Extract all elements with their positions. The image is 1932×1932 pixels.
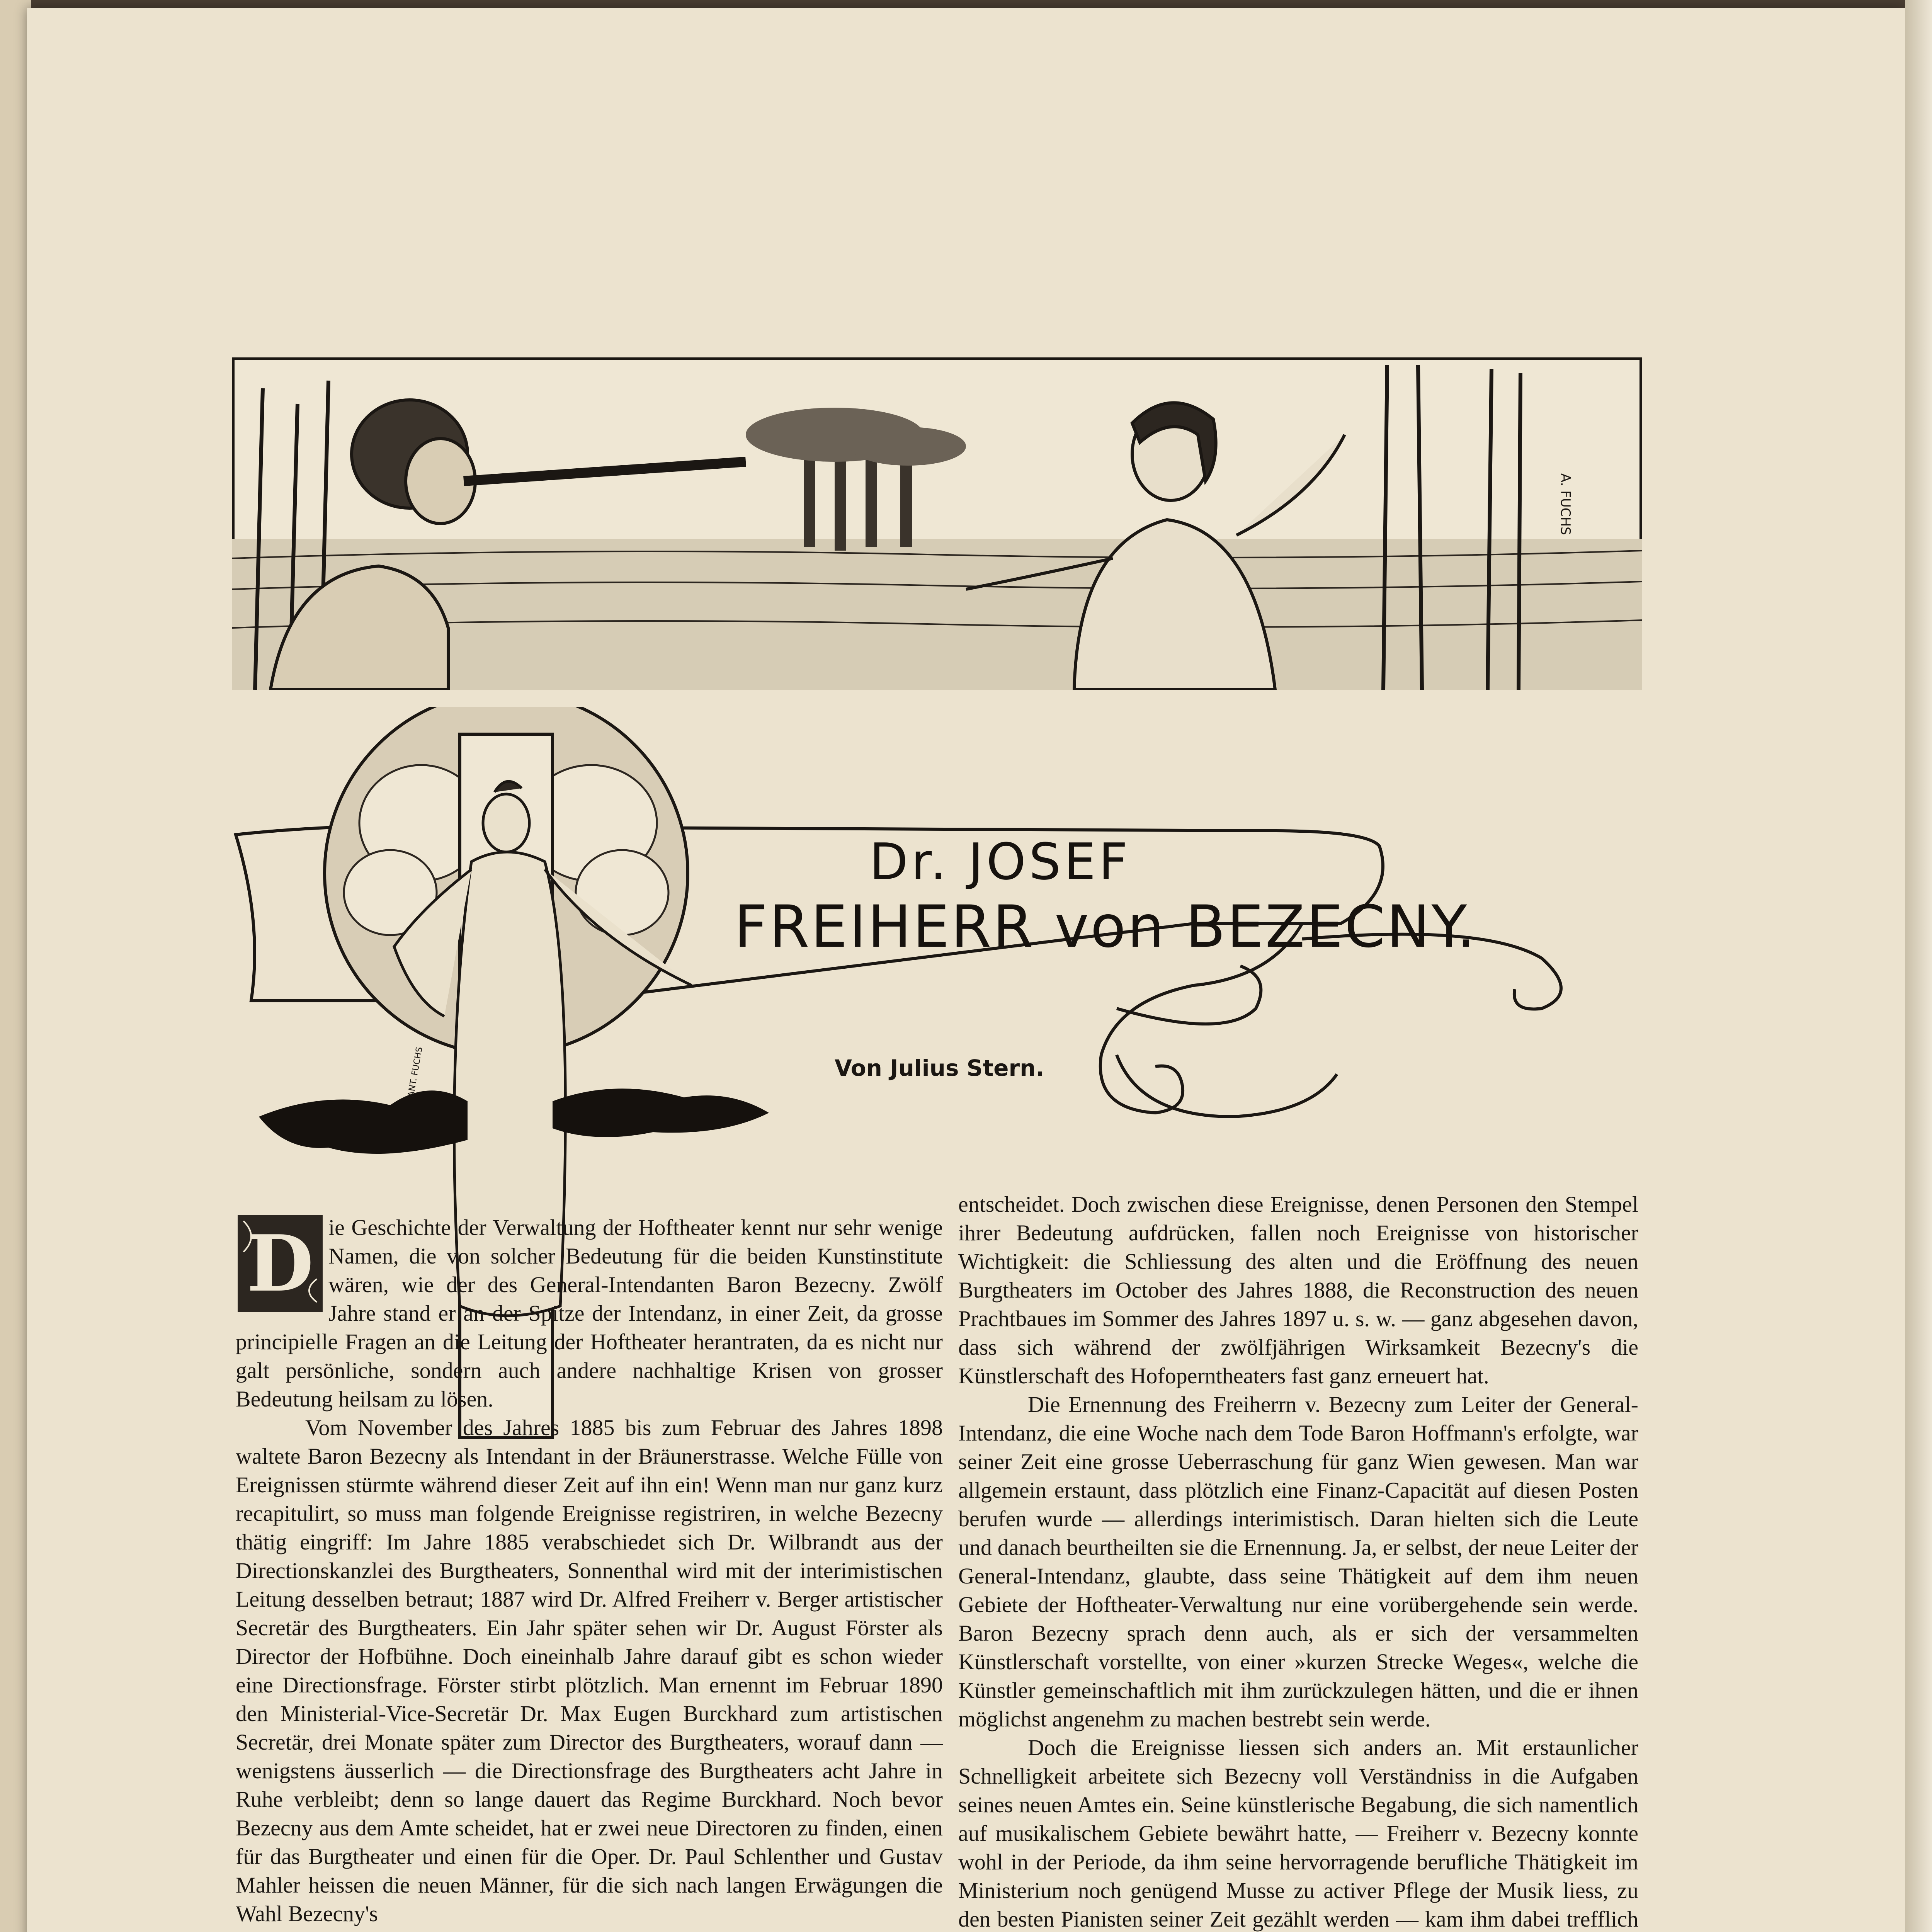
title-line-2: FREIHERR von BEZECNY. (734, 893, 1477, 961)
paragraph-left-1: ie Geschichte der Verwaltung der Hoftheater kennt nur sehr wenige Namen, die von solcher Bedeutung für die beiden Kunstinstitute wären, wie der des General-Intendanten Baron Bezecny. Zwölf Jahre stand er an der Spitze der Intendanz, in einer Zeit, da grosse principielle Fragen an die Leitung der Hoftheater herantraten, da es nicht nur galt persönliche, sondern auch andere nachhaltige Krisen von grosser Bedeutung heilsam zu lösen. (236, 1215, 943, 1412)
byline: Von Julius Stern. (835, 1055, 1044, 1081)
dropcap-letter: D (247, 1218, 314, 1309)
paragraph-right-2: Die Ernennung des Freiherrn v. Bezecny zum Leiter der General-Intendanz, die eine Woche nach dem Tode Baron Hoffmann's erfolgte, war seiner Zeit eine grosse Ueberraschung für ganz Wien gewesen. Man war allgemein erstaunt, dass plötzlich eine Finanz-Capacität auf diesen Posten berufen wurde — allerdings interimistisch. Daran hielten sich die Leute und danach beurtheilten sie die Ernennung. Ja, er selbst, der neue Leiter der General-Intendanz, glaubte, dass seine Thätigkeit auf dem ihm neuen Gebiete der Hoftheater-Verwaltung nur eine vorübergehende sein werde. Baron Bezecny sprach denn auch, als er sich der versammelten Künstlerschaft vorstellte, von einer »kurzen Strecke Weges«, welche die Künstler gemeinschaftlich mit ihm zurückzulegen hätten, und die er ihnen möglichst angenehm zu machen bestrebt sein werde. (958, 1392, 1638, 1731)
paragraph-right-3: Doch die Ereignisse liessen sich anders an. Mit erstaunlicher Schnelligkeit arbeitete sich Bezecny voll Verständniss in die Aufgaben seines neuen Amtes ein. Seine künstlerische Begabung, die sich namentlich auf musikalischem Gebiete bewährt hatte, — Freiherr v. Bezecny konnte wohl in der Periode, da ihm seine hervorragende berufliche Thätigkeit im Ministerium noch genügend Musse zu activer Pflege der Musik liess, zu den besten Pianisten seiner Zeit gezählt werden — kam ihm dabei trefflich (958, 1735, 1638, 1932)
text-column-right (958, 1190, 1638, 1932)
paragraph-right-1: entscheidet. Doch zwischen diese Ereignisse, denen Personen den Stempel ihrer Bedeutung aufdrücken, fallen noch Ereignisse von historischer Wichtigkeit: die Schliessung des alten und die Eröffnung des neuen Burgtheaters im October des Jahres 1888, die Reconstruction des neuen Prachtbaues im Sommer des Jahres 1897 u. s. w. — ganz abgesehen davon, dass sich während der zwölfjährigen Wirksamkeit Bezecny's die Künstlerschaft des Hofoperntheaters fast ganz erneuert hat. (958, 1192, 1638, 1388)
title-line-1: Dr. JOSEF (869, 832, 1131, 891)
paragraph-left-2: Vom November des Jahres 1885 bis zum Februar des Jahres 1898 waltete Baron Bezecny als Intendant in der Bräunerstrasse. Welche Fülle von Ereignissen stürmte während dieser Zeit auf ihn ein! Wenn man nur ganz kurz recapitulirt, so muss man folgende Ereignisse registriren, in welche Bezecny thätig eingriff: Im Jahre 1885 verabschiedet sich Dr. Wilbrandt aus der Directionskanzlei des Burgtheaters, Sonnenthal wird mit der interimistischen Leitung desselben betraut; 1887 wird Dr. Alfred Freiherr v. Berger artistischer Secretär des Burgtheaters. Ein Jahr später sehen wir Dr. August Förster als Director der Hofbühne. Doch eineinhalb Jahre darauf gibt es schon wieder eine Directionsfrage. Förster stirbt plötzlich. Man ernennt im Februar 1890 den Ministerial-Vice-Secretär Dr. Max Eugen Burckhard zum artistischen Secretär, drei Monate später zum Director des Burgtheaters, worauf dann — wenigstens äusserlich — die Directionsfrage des Burgtheaters acht Jahre in Ruhe verbleibt; denn so lange dauert das Regime Burckhard. Noch bevor Bezecny aus dem Amte scheidet, hat er zwei neue Directoren zu finden, einen für das Burgtheater und einen für die Oper. Dr. Paul Schlenther und Gustav Mahler heissen die neuen Männer, für die sich nach langen Erwägungen die Wahl Bezecny's (236, 1415, 943, 1926)
artist-signature-portrait: ANT. FUCHS (406, 1046, 425, 1098)
text-column-left (236, 1213, 943, 1932)
dropcap-block (236, 1213, 325, 1314)
dropcap-ornament (236, 1213, 325, 1314)
book-edge (1905, 0, 1932, 1932)
facing-page-edge (0, 0, 31, 1932)
artist-signature-top: A. FUCHS (1558, 473, 1573, 535)
top-illustration (232, 357, 1642, 690)
